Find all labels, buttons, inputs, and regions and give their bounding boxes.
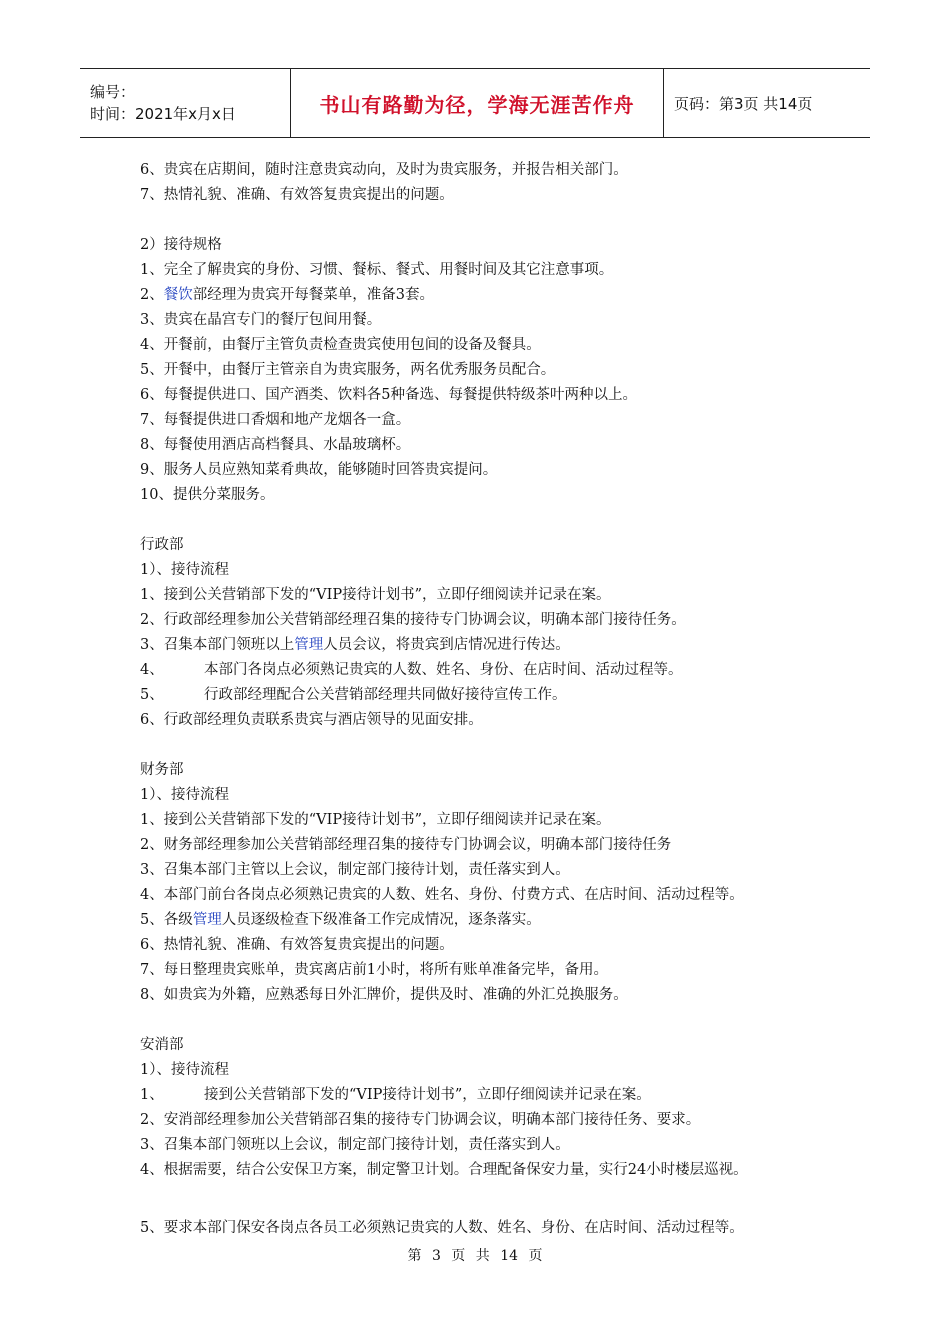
text-line: 10、提供分菜服务。 [140,487,275,503]
text-line: 6、每餐提供进口、国产酒类、饮料各5种备选、每餐提供特级茶叶两种以上。 [140,387,637,403]
line-text: 2、 [140,287,164,303]
text-line: 5、开餐中，由餐厅主管亲自为贵宾服务，两名优秀服务员配合。 [140,362,556,378]
text-line: 3、召集本部门领班以上会议，制定部门接待计划，责任落实到人。 [140,1137,570,1153]
document-date: 时间：2021年x月x日 [90,105,236,123]
text-line: 6、贵宾在店期间，随时注意贵宾动向，及时为贵宾服务，并报告相关部门。 [140,162,628,178]
line-text: 部经理为贵宾开每餐菜单，准备3套。 [192,287,434,303]
text-line: 7、每餐提供进口香烟和地产龙烟各一盒。 [140,412,411,428]
text-line: 8、每餐使用酒店高档餐具、水晶玻璃杯。 [140,437,411,453]
document-number-label: 编号： [90,83,136,101]
text-line: 1、接到公关营销部下发的“VIP接待计划书”，立即仔细阅读并记录在案。 [140,812,611,828]
text-line: 8、如贵宾为外籍，应熟悉每日外汇牌价，提供及时、准确的外汇兑换服务。 [140,987,628,1003]
text-line [140,633,840,658]
section-title-security: 安消部 [140,1037,184,1053]
item-number: 1、 [140,1087,164,1103]
document-body [140,158,840,1241]
header-motto-cell [290,69,664,137]
text-line [140,658,840,683]
header-meta [80,69,290,137]
text-line: 6、热情礼貌、准确、有效答复贵宾提出的问题。 [140,937,454,953]
text-line: 6、行政部经理负责联系贵宾与酒店领导的见面安排。 [140,712,483,728]
line-text: 5、各级 [140,912,193,928]
text-line: 7、每日整理贵宾账单，贵宾离店前1小时，将所有账单准备完毕，备用。 [140,962,608,978]
text-line: 9、服务人员应熟知菜肴典故，能够随时回答贵宾提问。 [140,462,498,478]
line-text: 人员逐级检查下级准备工作完成情况，逐条落实。 [221,912,541,928]
item-number: 5、 [140,687,164,703]
page-footer: 第 3 页 共 14 页 [407,1248,543,1264]
subsection-title: 1）、接待流程 [140,1062,229,1078]
line-text: 本部门各岗点必须熟记贵宾的人数、姓名、身份、在店时间、活动过程等。 [204,662,683,678]
line-text: 行政部经理配合公关营销部经理共同做好接待宣传工作。 [204,687,567,703]
line-text: 人员会议，将贵宾到店情况进行传达。 [323,637,570,653]
subsection-title: 2）接待规格 [140,237,222,253]
header-page-cell [664,69,812,137]
text-line: 4、本部门前台各岗点必须熟记贵宾的人数、姓名、身份、付费方式、在店时间、活动过程等。 [140,887,744,903]
item-number: 4、 [140,662,164,678]
line-text: 3、召集本部门领班以上 [140,637,295,653]
header-motto: 书山有路勤为径，学海无涯苦作舟 [319,92,635,117]
page-header [80,68,870,138]
text-line [140,283,840,308]
text-line [140,683,840,708]
text-line: 2、安消部经理参加公关营销部召集的接待专门协调会议，明确本部门接待任务、要求。 [140,1112,701,1128]
text-line: 3、召集本部门主管以上会议，制定部门接待计划，责任落实到人。 [140,862,570,878]
subsection-title: 1）、接待流程 [140,787,229,803]
section-title-admin: 行政部 [140,537,184,553]
management-link[interactable]: 管理 [294,637,324,653]
text-line: 2、行政部经理参加公关营销部经理召集的接待专门协调会议，明确本部门接待任务。 [140,612,686,628]
management-link[interactable]: 管理 [192,912,222,928]
text-line: 4、根据需要，结合公安保卫方案，制定警卫计划。合理配备保安力量，实行24小时楼层巡视。 [140,1162,748,1178]
text-line: 7、热情礼貌、准确、有效答复贵宾提出的问题。 [140,187,454,203]
text-line [140,908,840,933]
text-line: 2、财务部经理参加公关营销部经理召集的接待专门协调会议，明确本部门接待任务 [140,837,672,853]
header-page-info: 页码：第3页 共14页 [674,94,813,113]
text-line: 4、开餐前，由餐厅主管负责检查贵宾使用包间的设备及餐具。 [140,337,541,353]
text-line: 1、接到公关营销部下发的“VIP接待计划书”，立即仔细阅读并记录在案。 [140,587,611,603]
text-line: 3、贵宾在晶宫专门的餐厅包间用餐。 [140,312,382,328]
text-line: 1、完全了解贵宾的身份、习惯、餐标、餐式、用餐时间及其它注意事项。 [140,262,614,278]
line-text: 接到公关营销部下发的“VIP接待计划书”，立即仔细阅读并记录在案。 [204,1087,651,1103]
text-line [140,1083,840,1108]
text-line: 5、要求本部门保安各岗点各员工必须熟记贵宾的人数、姓名、身份、在店时间、活动过程等。 [140,1220,744,1236]
catering-link[interactable]: 餐饮 [163,287,193,303]
subsection-title: 1）、接待流程 [140,562,229,578]
section-title-finance: 财务部 [140,762,184,778]
